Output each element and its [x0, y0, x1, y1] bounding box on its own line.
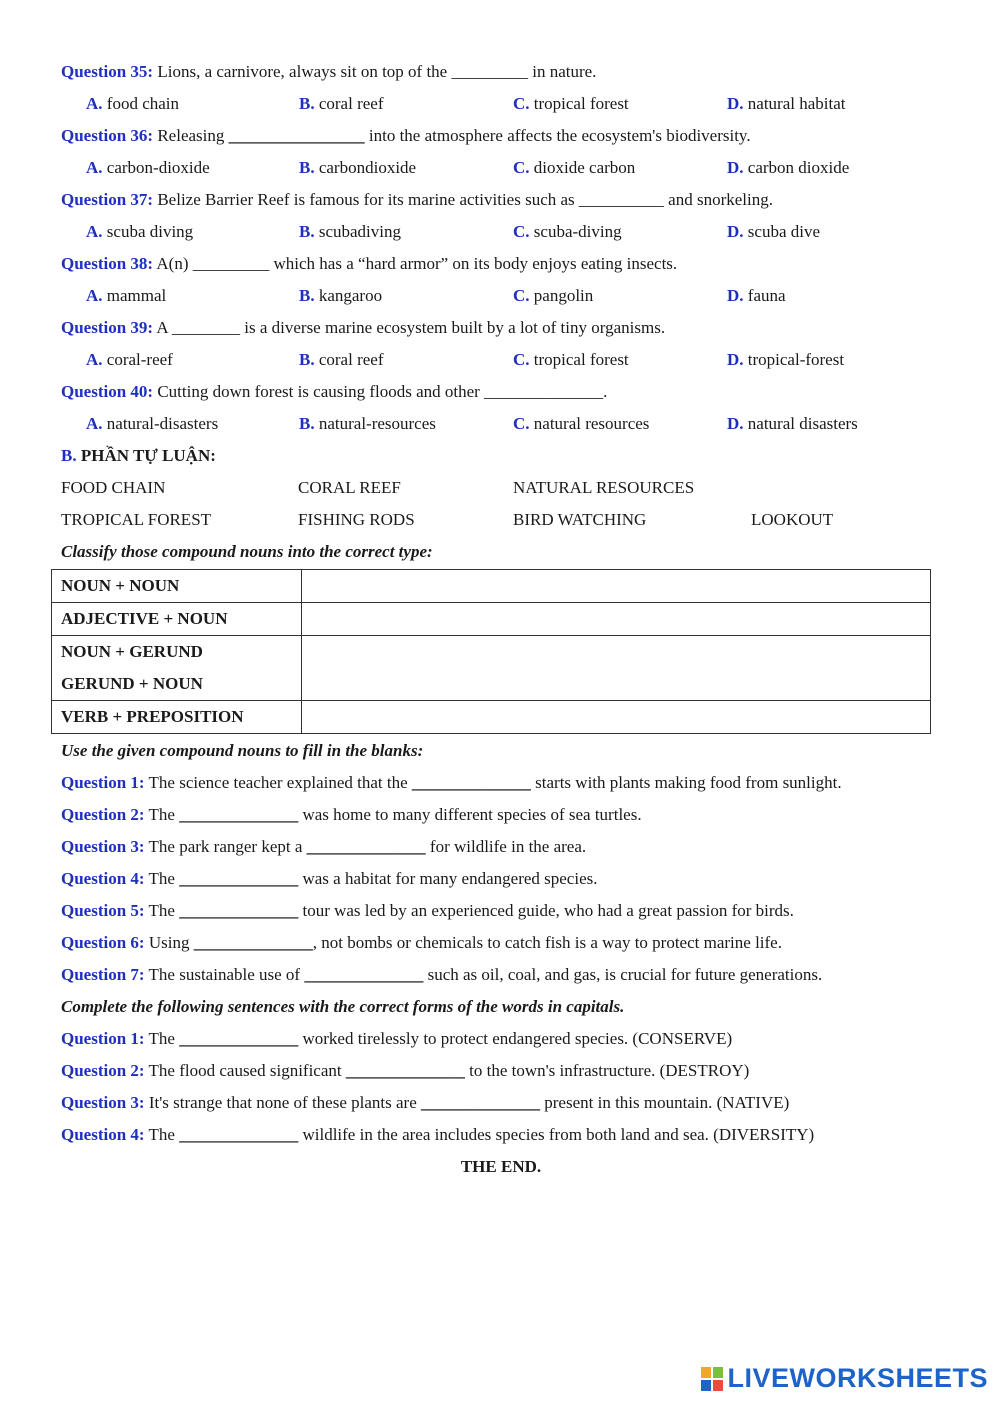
option-c[interactable]: C. pangolin	[513, 286, 594, 305]
option-a[interactable]: A. carbon-dioxide	[86, 158, 210, 177]
worksheet-page	[61, 56, 941, 1183]
question-39	[61, 312, 941, 344]
fill-question-4: Question 4: The ______________ was a habitat for many endangered species.	[61, 869, 598, 888]
fill-question-1: Question 1: The science teacher explained that the ______________ starts with plants making food from sunlight.	[61, 773, 842, 792]
answer-blank[interactable]: ______________	[179, 1029, 299, 1048]
answer-blank[interactable]: ______________	[304, 965, 424, 984]
option-d[interactable]: D. natural habitat	[727, 94, 846, 113]
question-text: Releasing	[153, 126, 229, 145]
option-b[interactable]: B. coral reef	[299, 350, 384, 369]
word-bank-item: FOOD CHAIN	[61, 478, 166, 497]
option-c[interactable]: C. tropical forest	[513, 350, 629, 369]
question-text: Belize Barrier Reef is famous for its marine activities such as	[153, 190, 579, 209]
options-36	[61, 152, 941, 184]
wordform-instruction: Complete the following sentences with the correct forms of the words in capitals.	[61, 997, 625, 1016]
answer-blank[interactable]: ______________	[484, 382, 604, 401]
option-c[interactable]: C. tropical forest	[513, 94, 629, 113]
liveworksheets-logo[interactable]	[701, 1363, 988, 1394]
answer-blank[interactable]: ______________	[345, 1061, 465, 1080]
table-row	[52, 636, 931, 701]
option-b[interactable]: B. carbondioxide	[299, 158, 417, 177]
row-label: NOUN + NOUN	[52, 570, 302, 603]
answer-cell[interactable]	[302, 701, 931, 734]
fill-question-5: Question 5: The ______________ tour was led by an experienced guide, who had a great passion for birds.	[61, 901, 794, 920]
question-text: .	[603, 382, 608, 401]
option-c[interactable]: C. dioxide carbon	[513, 158, 636, 177]
answer-cell[interactable]	[302, 636, 931, 701]
table-row	[52, 701, 931, 734]
wordform-question-1: Question 1: The ______________ worked tirelessly to protect endangered species. (CONSERVE)	[61, 1029, 733, 1048]
fill-question-7: Question 7: The sustainable use of ______________ such as oil, coal, and gas, is crucial for future generations.	[61, 965, 823, 984]
question-label: Question 35:	[61, 62, 154, 81]
question-36	[61, 120, 941, 152]
question-text: A(n)	[153, 254, 193, 273]
logo-text: LIVEWORKSHEETS	[727, 1363, 988, 1393]
question-text: is a diverse marine ecosystem built by a lot of tiny organisms.	[240, 318, 666, 337]
option-a[interactable]: A. coral-reef	[86, 350, 173, 369]
wordform-question-4: Question 4: The ______________ wildlife in the area includes species from both land and sea. (DIVERSITY)	[61, 1125, 815, 1144]
table-row	[52, 570, 931, 603]
question-38	[61, 248, 941, 280]
options-40	[61, 408, 941, 440]
question-label: Question 38:	[61, 254, 154, 273]
options-37	[61, 216, 941, 248]
options-39	[61, 344, 941, 376]
question-text: and snorkeling.	[663, 190, 773, 209]
question-40	[61, 376, 941, 408]
table-row	[52, 603, 931, 636]
question-text: Lions, a carnivore, always sit on top of the	[153, 62, 452, 81]
option-a[interactable]: A. scuba diving	[86, 222, 194, 241]
option-b[interactable]: B. scubadiving	[299, 222, 401, 241]
option-d[interactable]: D. fauna	[727, 286, 786, 305]
word-bank-row-2	[61, 504, 941, 536]
option-b[interactable]: B. natural-resources	[299, 414, 436, 433]
answer-blank[interactable]: ______________	[411, 773, 531, 792]
word-bank-item: NATURAL RESOURCES	[513, 478, 695, 497]
answer-blank[interactable]: _________	[192, 254, 270, 273]
fill-question-3: Question 3: The park ranger kept a ______________ for wildlife in the area.	[61, 837, 587, 856]
question-35	[61, 56, 941, 88]
the-end: THE END.	[460, 1157, 542, 1176]
answer-cell[interactable]	[302, 603, 931, 636]
question-text: into the atmosphere affects the ecosystem's biodiversity.	[364, 126, 751, 145]
row-label: VERB + PREPOSITION	[52, 701, 302, 734]
fill-question-6: Question 6: Using ______________, not bombs or chemicals to catch fish is a way to protect marine life.	[61, 933, 782, 952]
options-38	[61, 280, 941, 312]
option-c[interactable]: C. scuba-diving	[513, 222, 622, 241]
word-bank-item: CORAL REEF	[298, 478, 401, 497]
liveworksheets-icon	[701, 1367, 723, 1391]
answer-blank[interactable]: ______________	[193, 933, 313, 952]
question-label: Question 37:	[61, 190, 154, 209]
option-d[interactable]: D. tropical-forest	[727, 350, 845, 369]
answer-blank[interactable]: ________	[172, 318, 240, 337]
option-a[interactable]: A. mammal	[86, 286, 167, 305]
option-a[interactable]: A. natural-disasters	[86, 414, 219, 433]
word-bank-item: TROPICAL FOREST	[61, 510, 212, 529]
answer-blank[interactable]: ______________	[421, 1093, 540, 1112]
row-label-pair: NOUN + GERUND GERUND + NOUN	[52, 636, 302, 701]
answer-blank[interactable]: ________________	[228, 126, 365, 145]
wordform-question-2: Question 2: The flood caused significant ______________ to the town's infrastructure. (DESTROY)	[61, 1061, 750, 1080]
question-37	[61, 184, 941, 216]
option-b[interactable]: B. coral reef	[299, 94, 384, 113]
question-label: Question 36:	[61, 126, 154, 145]
options-35	[61, 88, 941, 120]
option-b[interactable]: B. kangaroo	[299, 286, 383, 305]
answer-blank[interactable]: __________	[578, 190, 664, 209]
option-d[interactable]: D. scuba dive	[727, 222, 821, 241]
question-text: A	[153, 318, 172, 337]
fill-question-2: Question 2: The ______________ was home to many different species of sea turtles.	[61, 805, 642, 824]
word-bank-item: LOOKOUT	[751, 510, 834, 529]
option-d[interactable]: D. carbon dioxide	[727, 158, 850, 177]
question-text: which has a “hard armor” on its body enjoys eating insects.	[269, 254, 678, 273]
answer-blank[interactable]: ______________	[179, 901, 299, 920]
question-label: Question 40:	[61, 382, 154, 401]
option-d[interactable]: D. natural disasters	[727, 414, 858, 433]
answer-blank[interactable]: ______________	[306, 837, 426, 856]
answer-cell[interactable]	[302, 570, 931, 603]
classify-instruction: Classify those compound nouns into the correct type:	[61, 542, 433, 561]
option-a[interactable]: A. food chain	[86, 94, 180, 113]
section-b-title: B. PHẦN TỰ LUẬN:	[61, 446, 216, 465]
option-c[interactable]: C. natural resources	[513, 414, 650, 433]
word-bank-item: FISHING RODS	[298, 510, 415, 529]
wordform-question-3: Question 3: It's strange that none of these plants are ______________ present in this mountain. (NATIVE)	[61, 1093, 790, 1112]
word-bank-row-1	[61, 472, 941, 504]
row-label: ADJECTIVE + NOUN	[52, 603, 302, 636]
answer-blank[interactable]: ______________	[179, 869, 299, 888]
answer-blank[interactable]: _________	[451, 62, 528, 81]
fill-instruction: Use the given compound nouns to fill in the blanks:	[61, 741, 424, 760]
word-bank-item: BIRD WATCHING	[513, 510, 647, 529]
classify-table	[51, 569, 931, 734]
answer-blank[interactable]: ______________	[179, 1125, 299, 1144]
question-text: in nature.	[527, 62, 597, 81]
question-text: Cutting down forest is causing floods and other	[153, 382, 485, 401]
question-label: Question 39:	[61, 318, 154, 337]
answer-blank[interactable]: ______________	[179, 805, 299, 824]
